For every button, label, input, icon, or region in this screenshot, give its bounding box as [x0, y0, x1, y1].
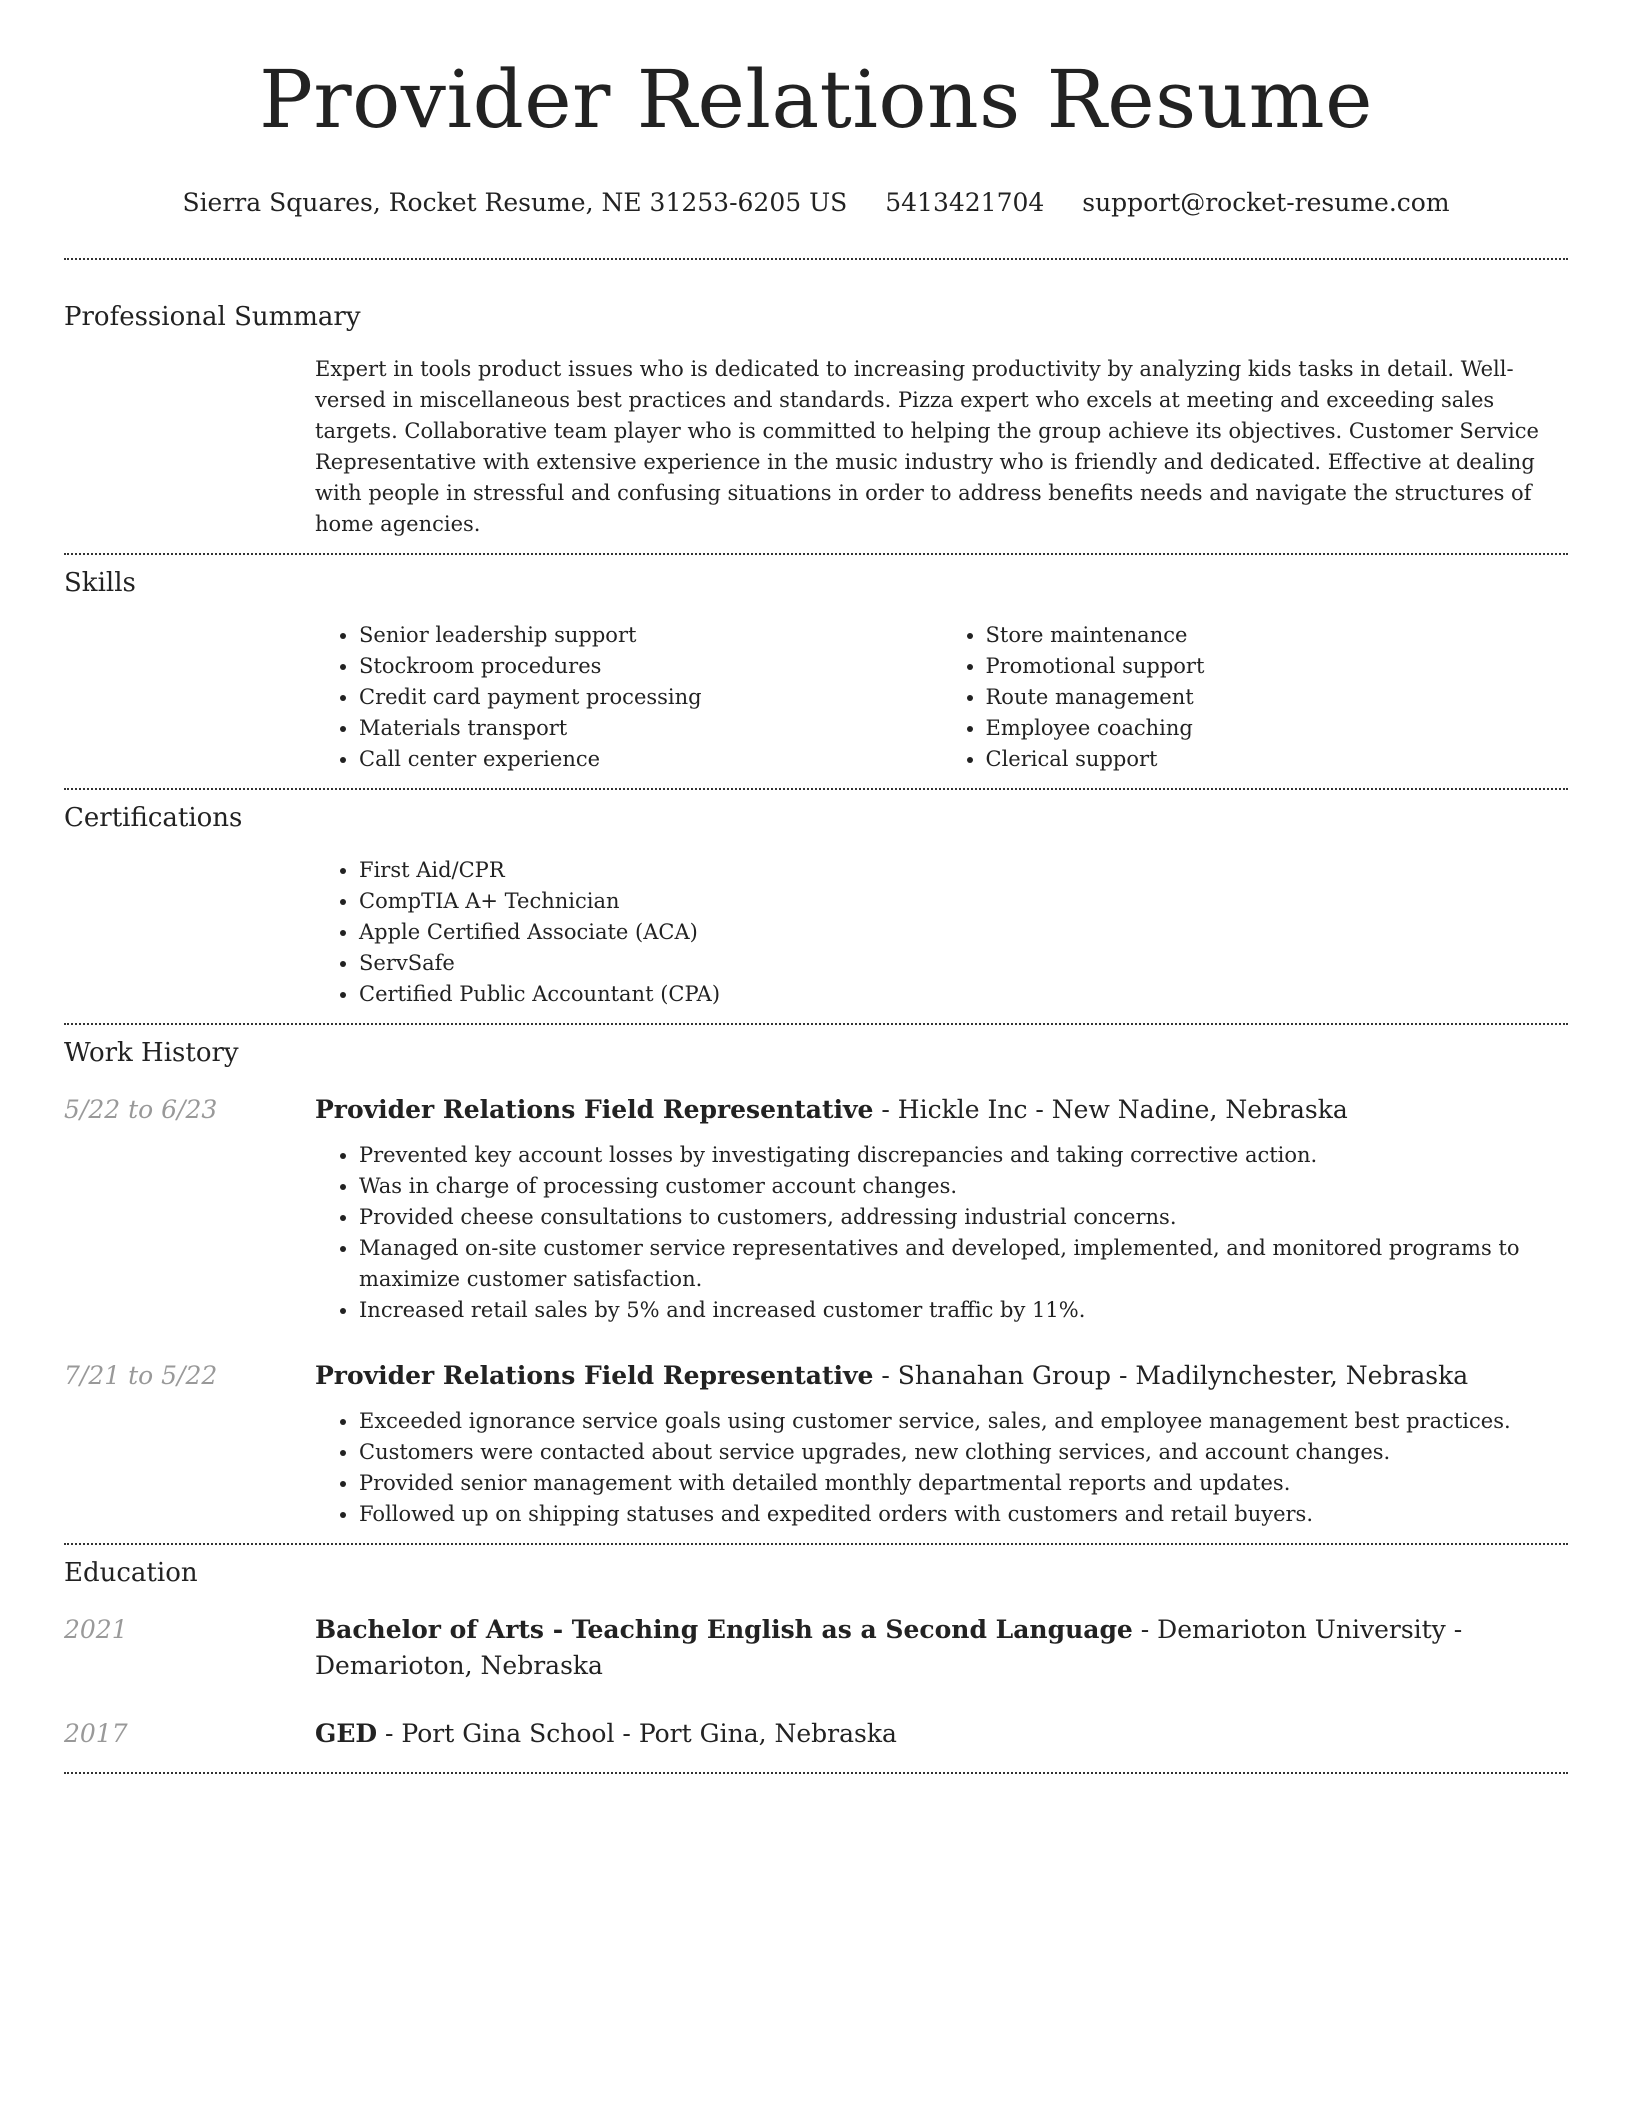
certifications-section	[64, 790, 1568, 1010]
skill-item: • Senior leadership support	[359, 620, 942, 651]
job-bullet: • Customers were contacted about service upgrades, new clothing services, and account changes.	[359, 1437, 1568, 1468]
section-title-work: Work History	[64, 1038, 239, 1068]
job-role: Provider Relations Field Representative	[315, 1361, 874, 1390]
job-body	[315, 1092, 1568, 1326]
job-bullet: • Increased retail sales by 5% and increased customer traffic by 11%.	[359, 1295, 1568, 1326]
work-section	[64, 1025, 1568, 1530]
skill-item: • Credit card payment processing	[359, 682, 942, 713]
education-school: - Port Gina School - Port Gina, Nebraska	[377, 1719, 897, 1748]
job-dates: 5/22 to 6/23	[64, 1095, 218, 1124]
skill-item: • Call center experience	[359, 744, 942, 775]
skills-section	[64, 555, 1568, 775]
job-heading	[315, 1358, 1568, 1394]
skill-item: • Route management	[986, 682, 1569, 713]
certifications-list	[315, 855, 1568, 1010]
job-bullets	[315, 1140, 1568, 1326]
section-title-education: Education	[64, 1558, 198, 1588]
divider	[64, 1772, 1568, 1774]
summary-text: Expert in tools product issues who is dedicated to increasing productivity by analyzing kids tasks in detail. Well-versed in miscellaneous best practices and standards. Pizza expert who excels at meeting and exceeding sales targets. Collaborative team player who is committed to helping the group achieve its objectives. Customer Service Representative with extensive experience in the music industry who is friendly and dedicated. Effective at dealing with people in stressful and confusing situations in order to address benefits needs and navigate the structures of home agencies.	[315, 357, 1539, 536]
education-school: - Demarioton University - Demarioton, Nebraska	[315, 1615, 1463, 1680]
education-body	[315, 1612, 1568, 1684]
certification-item: • ServSafe	[359, 948, 1568, 979]
certification-item: • First Aid/CPR	[359, 855, 1568, 886]
contact-line	[64, 186, 1568, 220]
job-heading	[315, 1092, 1568, 1128]
contact-address: Sierra Squares, Rocket Resume, NE 31253-6205 US	[182, 188, 848, 217]
job-employer: - Shanahan Group - Madilynchester, Nebraska	[873, 1361, 1469, 1390]
job-bullet: • Provided cheese consultations to customers, addressing industrial concerns.	[359, 1202, 1568, 1233]
job-bullet: • Prevented key account losses by investigating discrepancies and taking corrective action.	[359, 1140, 1568, 1171]
skills-list-right	[942, 620, 1569, 775]
education-entry	[64, 1716, 1568, 1752]
skill-item: • Promotional support	[986, 651, 1569, 682]
job-dates: 7/21 to 5/22	[64, 1361, 218, 1390]
job-bullet: • Provided senior management with detailed monthly departmental reports and updates.	[359, 1468, 1568, 1499]
section-title-certifications: Certifications	[64, 803, 243, 833]
certification-item: • CompTIA A+ Technician	[359, 886, 1568, 917]
section-title-summary: Professional Summary	[64, 302, 361, 332]
skills-list-left	[315, 620, 942, 775]
skills-columns	[315, 620, 1568, 775]
education-heading	[315, 1716, 1568, 1752]
skill-item: • Employee coaching	[986, 713, 1569, 744]
summary-section	[64, 260, 1568, 540]
job-bullet: • Exceeded ignorance service goals using customer service, sales, and employee management best practices.	[359, 1406, 1568, 1437]
job-role: Provider Relations Field Representative	[315, 1095, 874, 1124]
skill-item: • Store maintenance	[986, 620, 1569, 651]
contact-email: support@rocket-resume.com	[1082, 188, 1450, 217]
education-year: 2017	[64, 1719, 128, 1748]
contact-phone: 5413421704	[885, 188, 1045, 217]
job-bullet: • Was in charge of processing customer account changes.	[359, 1171, 1568, 1202]
job-bullets	[315, 1406, 1568, 1530]
skill-item: • Stockroom procedures	[359, 651, 942, 682]
resume-title: Provider Relations Resume	[259, 53, 1373, 146]
job-entry	[64, 1358, 1568, 1530]
certification-item: • Certified Public Accountant (CPA)	[359, 979, 1568, 1010]
education-year: 2021	[64, 1615, 128, 1644]
job-bullet: • Managed on-site customer service representatives and developed, implemented, and monitored programs to maximize customer satisfaction.	[359, 1233, 1568, 1295]
job-entry	[64, 1092, 1568, 1326]
education-degree: Bachelor of Arts - Teaching English as a Second Language	[315, 1615, 1133, 1644]
education-heading	[315, 1612, 1568, 1684]
job-employer: - Hickle Inc - New Nadine, Nebraska	[873, 1095, 1348, 1124]
skill-item: • Clerical support	[986, 744, 1569, 775]
certification-item: • Apple Certified Associate (ACA)	[359, 917, 1568, 948]
job-bullet: • Followed up on shipping statuses and expedited orders with customers and retail buyers.	[359, 1499, 1568, 1530]
job-body	[315, 1358, 1568, 1530]
section-title-skills: Skills	[64, 568, 136, 598]
skill-item: • Materials transport	[359, 713, 942, 744]
certifications-content	[315, 855, 1568, 1010]
education-entry	[64, 1612, 1568, 1684]
education-degree: GED	[315, 1719, 378, 1748]
education-body	[315, 1716, 1568, 1752]
education-section	[64, 1545, 1568, 1752]
